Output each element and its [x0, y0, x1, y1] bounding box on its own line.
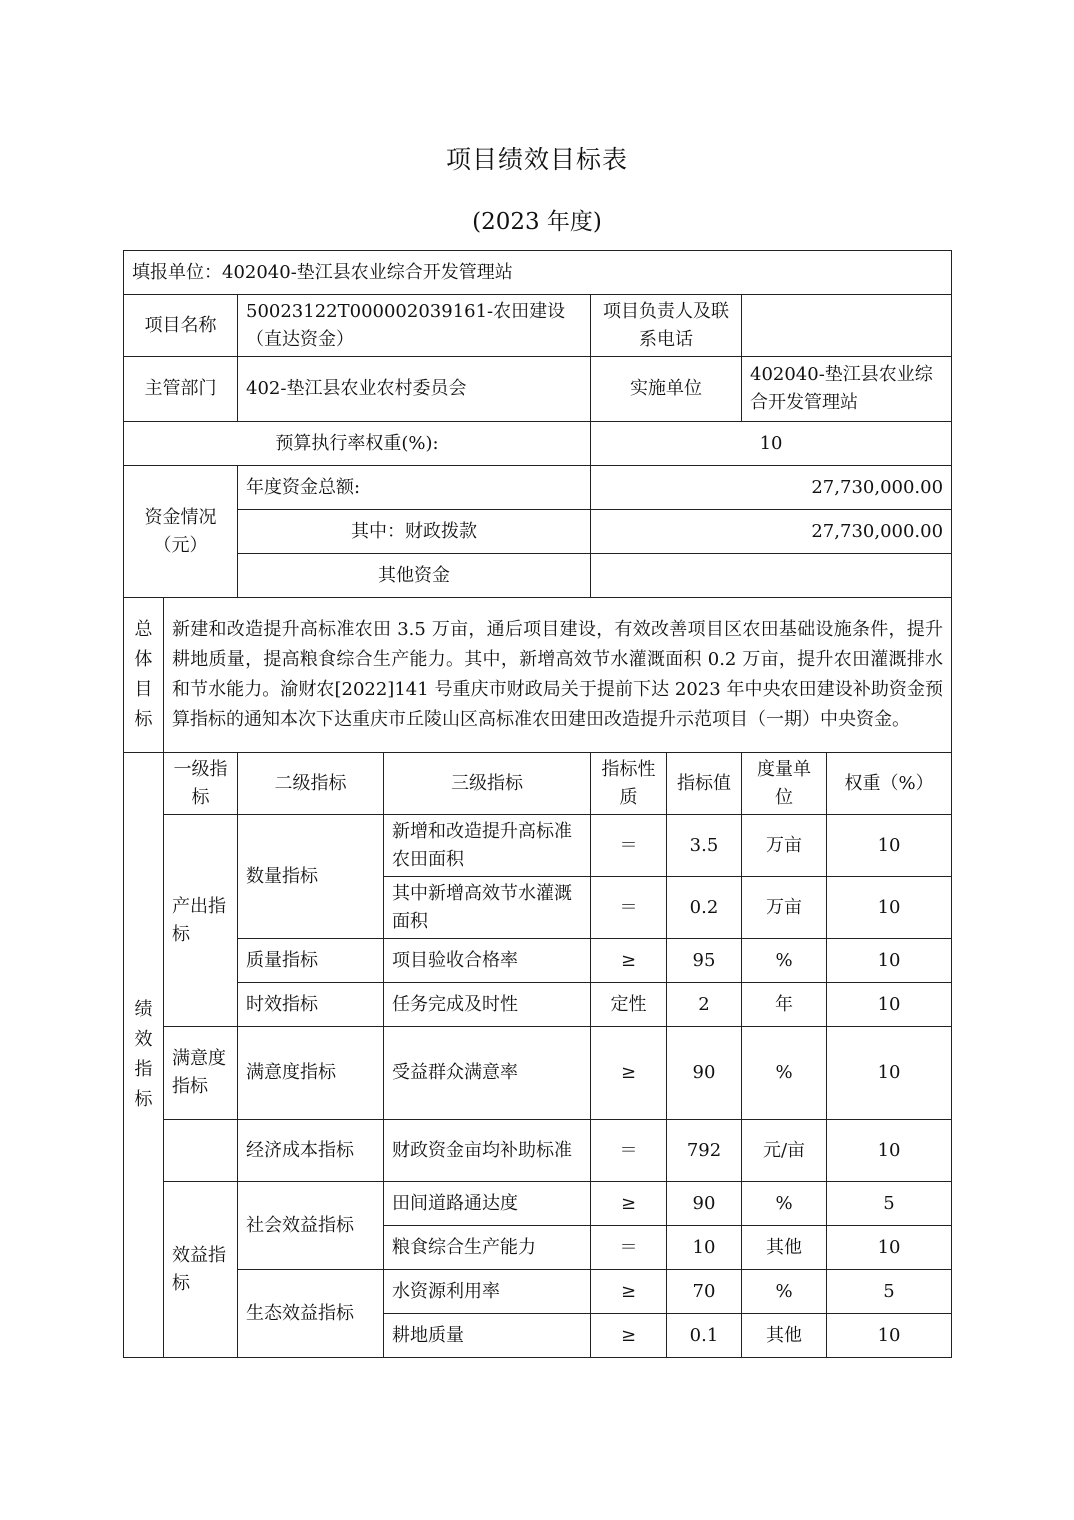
fiscal-label: 其中：财政拨款 [238, 510, 591, 554]
level3-cell: 受益群众满意率 [384, 1027, 591, 1120]
unit-cell: % [742, 939, 827, 983]
nature-cell: ＝ [591, 877, 667, 939]
page-title: 项目绩效目标表 [445, 145, 628, 174]
performance-table [123, 250, 952, 1358]
unit-cell: 年 [742, 983, 827, 1027]
value-cell: 792 [667, 1120, 742, 1182]
value-cell: 0.2 [667, 877, 742, 939]
group-empty [164, 1120, 238, 1182]
level3-cell: 新增和改造提升高标准农田面积 [384, 815, 591, 877]
level2-timeliness: 时效指标 [238, 983, 384, 1027]
impl-value: 402040-垫江县农业综合开发管理站 [742, 357, 952, 422]
unit-cell: 元/亩 [742, 1120, 827, 1182]
group-benefit: 效益指标 [164, 1182, 238, 1358]
value-cell: 95 [667, 939, 742, 983]
project-name-label: 项目名称 [124, 295, 238, 357]
unit-cell: 万亩 [742, 877, 827, 939]
value-cell: 0.1 [667, 1314, 742, 1358]
budget-weight-label: 预算执行率权重(%): [124, 422, 591, 466]
annual-total-label: 年度资金总额: [238, 466, 591, 510]
header-nature: 指标性质 [591, 753, 667, 815]
weight-cell: 10 [827, 939, 952, 983]
table-row [124, 1120, 952, 1182]
value-cell: 90 [667, 1027, 742, 1120]
weight-cell: 10 [827, 1027, 952, 1120]
level2-eco: 生态效益指标 [238, 1270, 384, 1358]
unit-cell: 万亩 [742, 815, 827, 877]
perf-label: 绩效指标 [124, 753, 164, 1358]
header-weight: 权重（%） [827, 753, 952, 815]
reporting-unit: 填报单位：402040-垫江县农业综合开发管理站 [124, 251, 952, 295]
table-row [124, 1182, 952, 1226]
weight-cell: 10 [827, 815, 952, 877]
level2-quality: 质量指标 [238, 939, 384, 983]
group-output: 产出指标 [164, 815, 238, 1027]
level2-cost: 经济成本指标 [238, 1120, 384, 1182]
weight-cell: 10 [827, 877, 952, 939]
annual-total-value: 27,730,000.00 [591, 466, 952, 510]
level2-quantity: 数量指标 [238, 815, 384, 939]
manager-label: 项目负责人及联系电话 [591, 295, 742, 357]
level3-cell: 粮食综合生产能力 [384, 1226, 591, 1270]
table-row [124, 1270, 952, 1314]
value-cell: 10 [667, 1226, 742, 1270]
weight-cell: 10 [827, 983, 952, 1027]
value-cell: 70 [667, 1270, 742, 1314]
nature-cell: ＝ [591, 1120, 667, 1182]
budget-weight-value: 10 [591, 422, 952, 466]
goal-text: 新建和改造提升高标准农田 3.5 万亩，通后项目建设，有效改善项目区农田基础设施条件，提升耕地质量，提高粮食综合生产能力。其中，新增高效节水灌溉面积 0.2 万亩，提升农田灌溉排水和节水能力。渝财农[2022]141 号重庆市财政局关于提前下达 2023 年中央农田建设补助资金预算指标的通知本次下达重庆市丘陵山区高标准农田建田改造提升示范项目（一期）中央资金。 [164, 598, 952, 753]
level3-cell: 其中新增高效节水灌溉面积 [384, 877, 591, 939]
nature-cell: ＝ [591, 815, 667, 877]
level3-cell: 耕地质量 [384, 1314, 591, 1358]
level3-cell: 田间道路通达度 [384, 1182, 591, 1226]
nature-cell: ≥ [591, 939, 667, 983]
header-level2: 二级指标 [238, 753, 384, 815]
header-unit: 度量单位 [742, 753, 827, 815]
header-level3: 三级指标 [384, 753, 591, 815]
unit-cell: % [742, 1027, 827, 1120]
level3-cell: 财政资金亩均补助标准 [384, 1120, 591, 1182]
project-name-value: 50023122T000002039161-农田建设（直达资金） [238, 295, 591, 357]
unit-cell: 其他 [742, 1226, 827, 1270]
nature-cell: ≥ [591, 1314, 667, 1358]
goal-label: 总体目标 [124, 598, 164, 753]
table-row [124, 983, 952, 1027]
group-satisfaction: 满意度指标 [164, 1027, 238, 1120]
impl-label: 实施单位 [591, 357, 742, 422]
table-row [124, 815, 952, 877]
level2-satisfaction: 满意度指标 [238, 1027, 384, 1120]
unit-cell: % [742, 1270, 827, 1314]
value-cell: 90 [667, 1182, 742, 1226]
other-funds-value [591, 554, 952, 598]
level3-cell: 水资源利用率 [384, 1270, 591, 1314]
weight-cell: 10 [827, 1120, 952, 1182]
value-cell: 2 [667, 983, 742, 1027]
nature-cell: ≥ [591, 1027, 667, 1120]
unit-cell: 其他 [742, 1314, 827, 1358]
nature-cell: ＝ [591, 1226, 667, 1270]
table-row [124, 939, 952, 983]
nature-cell: ≥ [591, 1270, 667, 1314]
header-value: 指标值 [667, 753, 742, 815]
weight-cell: 5 [827, 1182, 952, 1226]
level2-social: 社会效益指标 [238, 1182, 384, 1270]
manager-value [742, 295, 952, 357]
unit-cell: % [742, 1182, 827, 1226]
funds-label: 资金情况（元） [124, 466, 238, 598]
level3-cell: 项目验收合格率 [384, 939, 591, 983]
header-level1: 一级指标 [164, 753, 238, 815]
nature-cell: ≥ [591, 1182, 667, 1226]
other-funds-label: 其他资金 [238, 554, 591, 598]
weight-cell: 5 [827, 1270, 952, 1314]
fiscal-value: 27,730,000.00 [591, 510, 952, 554]
level3-cell: 任务完成及时性 [384, 983, 591, 1027]
weight-cell: 10 [827, 1226, 952, 1270]
dept-label: 主管部门 [124, 357, 238, 422]
table-row [124, 1027, 952, 1120]
dept-value: 402-垫江县农业农村委员会 [238, 357, 591, 422]
page-subtitle: (2023 年度) [472, 209, 602, 235]
value-cell: 3.5 [667, 815, 742, 877]
weight-cell: 10 [827, 1314, 952, 1358]
nature-cell: 定性 [591, 983, 667, 1027]
